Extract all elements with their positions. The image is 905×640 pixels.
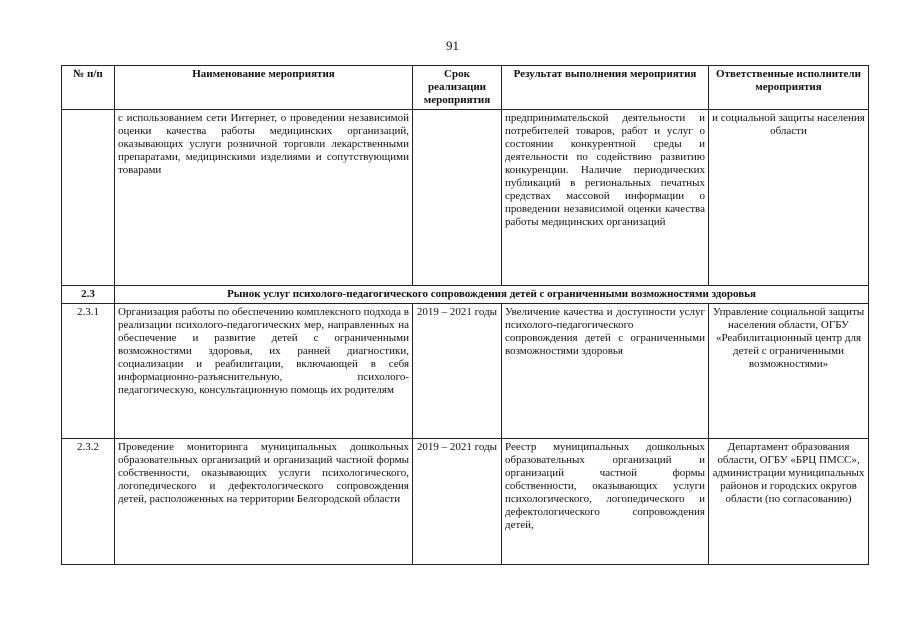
- row-result: Реестр муниципальных дошкольных образовательных организаций и организаций частной формы собственности, оказывающих услуги психологического, логопедического и дефектологического сопровождения детей,: [502, 439, 709, 565]
- table-header-row: [62, 66, 869, 110]
- header-name: Наименование мероприятия: [115, 66, 413, 110]
- row-name: с использованием сети Интернет, о проведении независимой оценки качества работы медицинских организаций, оказывающих услуги розничной торговли лекарственными препаратами, медицинскими изделиями и сопутствующими товарами: [115, 110, 413, 286]
- row-term: 2019 – 2021 годы: [413, 304, 502, 439]
- section-row: [62, 286, 869, 304]
- page-number: 91: [446, 38, 459, 53]
- table-row: [62, 304, 869, 439]
- row-executors: Департамент образования области, ОГБУ «БРЦ ПМСС», администрации муниципальных районов и городских округов области (по согласованию): [709, 439, 869, 565]
- row-result: Увеличение качества и доступности услуг психолого-педагогического сопровождения детей с ограниченными возможностями здоровья: [502, 304, 709, 439]
- section-title: Рынок услуг психолого-педагогического сопровождения детей с ограниченными возможностями здоровья: [115, 286, 869, 304]
- row-term: 2019 – 2021 годы: [413, 439, 502, 565]
- header-num: № п/п: [62, 66, 115, 110]
- measures-table: [61, 65, 869, 565]
- row-num: 2.3.2: [62, 439, 115, 565]
- header-executors: Ответственные исполнители мероприятия: [709, 66, 869, 110]
- table-row: [62, 110, 869, 286]
- row-name: Проведение мониторинга муниципальных дошкольных образовательных организаций и организаций частной формы собственности, оказывающих услуги психологического, логопедического и дефектологического сопровождения детей, расположенных на территории Белгородской области: [115, 439, 413, 565]
- header-result: Результат выполнения мероприятия: [502, 66, 709, 110]
- row-result: предпринимательской деятельности и потребителей товаров, работ и услуг о состоянии конкурентной среды и деятельности по содействию развитию конкуренции. Наличие периодических публикаций в региональных печатных средствах массовой информации о проведении независимой оценки качества работы медицинских организаций: [502, 110, 709, 286]
- section-num: 2.3: [62, 286, 115, 304]
- header-term: Срок реализации мероприятия: [413, 66, 502, 110]
- table-row: [62, 439, 869, 565]
- row-num: 2.3.1: [62, 304, 115, 439]
- row-executors: Управление социальной защиты населения области, ОГБУ «Реабилитационный центр для детей с ограниченными возможностями»: [709, 304, 869, 439]
- row-term: [413, 110, 502, 286]
- row-name: Организация работы по обеспечению комплексного подхода в реализации психолого-педагогических мер, направленных на обеспечение и развитие детей с ограниченными возможностями здоровья, их ранней диагностики, социализации и реабилитации, включающей в себя информационно-разъяснительную, психолого-педагогическую, консультационную помощь их родителям: [115, 304, 413, 439]
- row-executors: и социальной защиты населения области: [709, 110, 869, 286]
- row-num: [62, 110, 115, 286]
